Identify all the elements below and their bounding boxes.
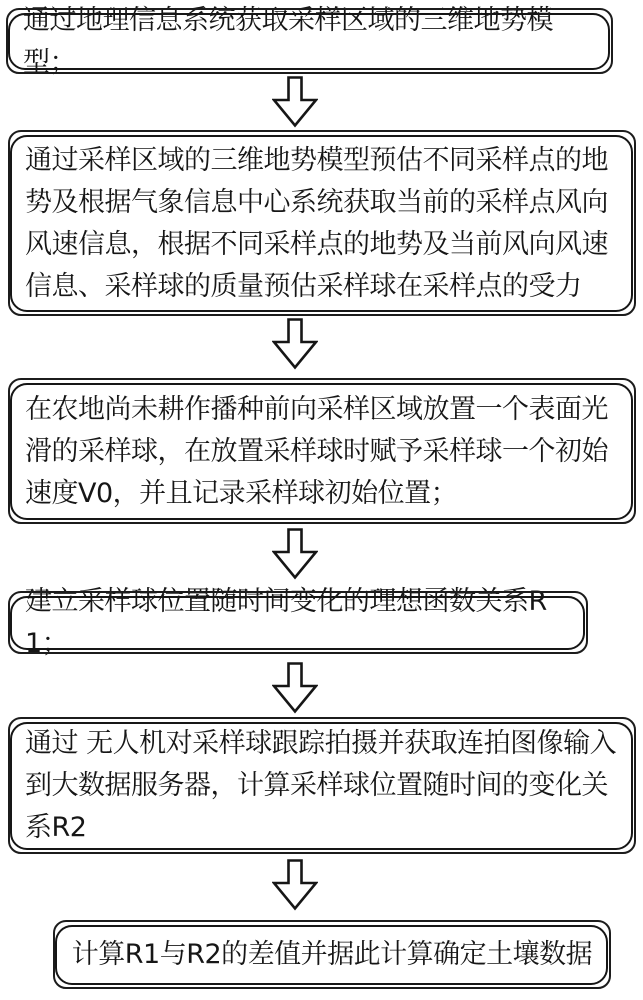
flow-step-6-text: 计算R1与R2的差值并据此计算确定土壤数据 [71, 939, 593, 970]
flow-step-4 [10, 586, 585, 659]
down-arrow-icon [272, 76, 318, 128]
down-arrow-icon [272, 528, 318, 580]
flow-step-2 [10, 135, 633, 312]
flow-step-1-text: 通过地理信息系统获取采样区域的三维地势模型； [23, 4, 553, 78]
flow-step-5-text: 通过 无人机对采样球跟踪拍摄并获取连拍图像输入到大数据服务器，计算采样球位置随时间的变化关系R2 [25, 728, 617, 843]
flow-step-3-text: 在农地尚未耕作播种前向采样区域放置一个表面光滑的采样球，在放置采样球时赋予采样球一个初始速度V0，并且记录采样球初始位置； [25, 393, 608, 509]
down-arrow-icon [272, 859, 318, 911]
down-arrow-icon [272, 318, 318, 370]
flow-step-4-text: 建立采样球位置随时间变化的理想函数关系R1； [25, 586, 547, 659]
flow-step-5 [10, 722, 633, 850]
flow-step-6 [55, 925, 608, 985]
flow-step-3 [10, 383, 633, 520]
flow-step-2-text: 通过采样区域的三维地势模型预估不同采样点的地势及根据气象信息中心系统获取当前的采样点风向风速信息，根据不同采样点的地势及当前风向风速信息、采样球的质量预估采样球在采样点的受力 [25, 144, 608, 302]
flow-step-1 [8, 4, 610, 78]
down-arrow-icon [272, 662, 318, 714]
